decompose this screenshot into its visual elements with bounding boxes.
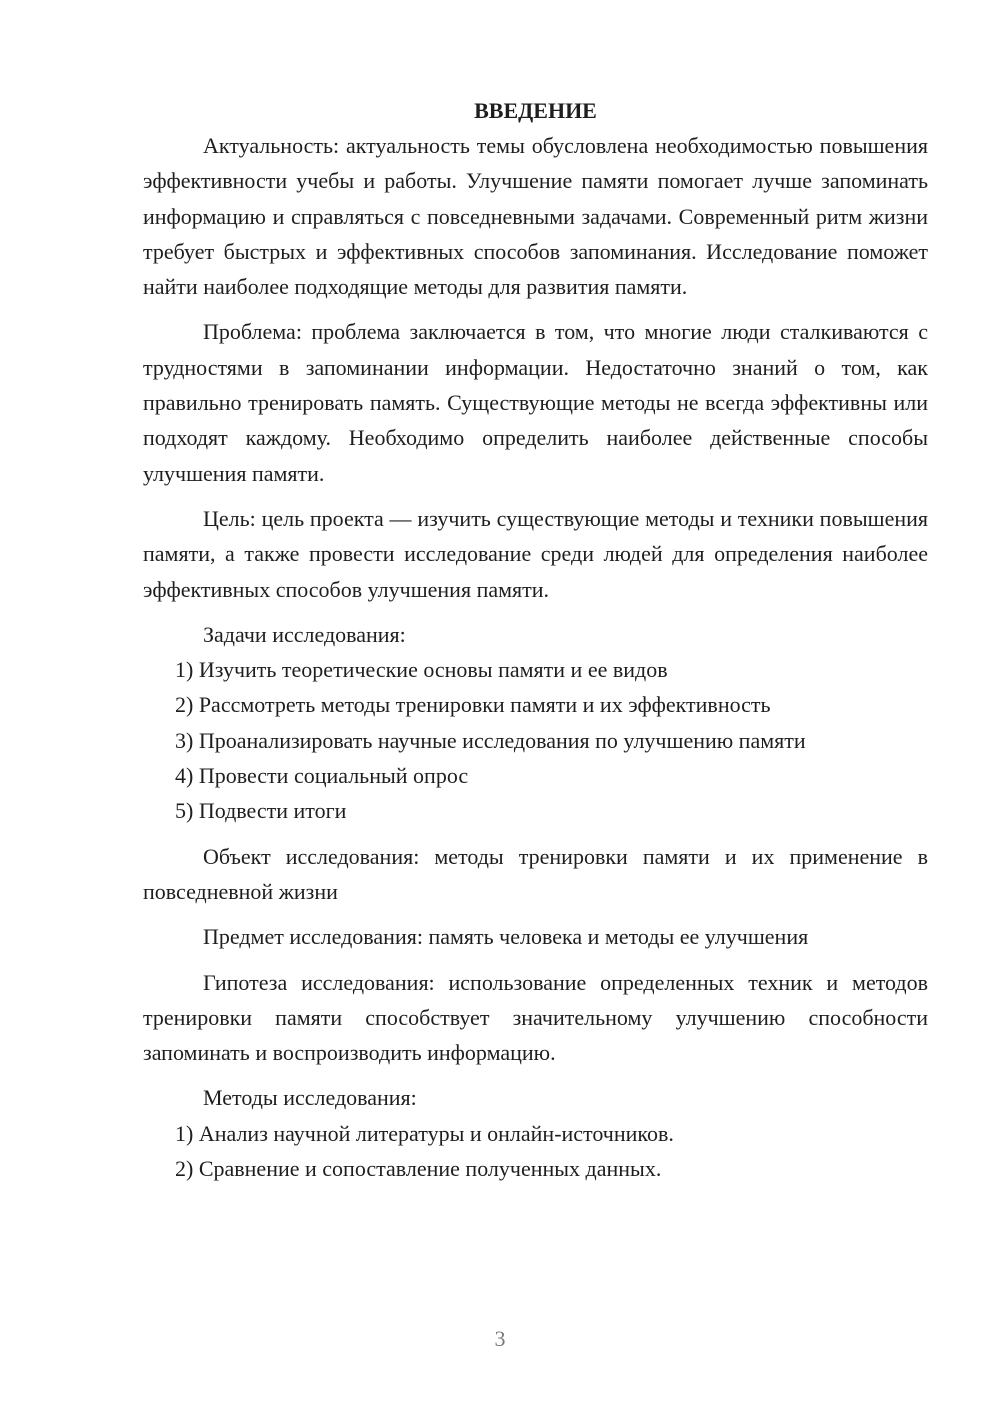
method-item: 2) Сравнение и сопоставление полученных данных. bbox=[175, 1156, 662, 1182]
document-body bbox=[143, 93, 928, 1186]
task-item: 1) Изучить теоретические основы памяти и ее видов bbox=[175, 657, 668, 683]
methods-title: Методы исследования: bbox=[203, 1085, 417, 1111]
task-item: 5) Подвести итоги bbox=[175, 798, 347, 824]
paragraph-goal: Цель: цель проекта — изучить существующие методы и техники повышения памяти, а также провести исследование среди людей для определения наиболее эффективных способов улучшения памяти. bbox=[143, 505, 928, 602]
paragraph-subject: Предмет исследования: память человека и методы ее улучшения bbox=[203, 924, 809, 950]
paragraph-hypothesis: Гипотеза исследования: использование определенных техник и методов тренировки памяти способствует значительному улучшению способности запоминать и воспроизводить информацию. bbox=[143, 969, 928, 1066]
task-item: 4) Провести социальный опрос bbox=[175, 763, 469, 789]
method-item: 1) Анализ научной литературы и онлайн-источников. bbox=[175, 1120, 674, 1146]
tasks-list bbox=[143, 652, 928, 828]
page-number: 3 bbox=[494, 1326, 506, 1351]
task-item: 3) Проанализировать научные исследования по улучшению памяти bbox=[175, 727, 806, 753]
methods-list bbox=[143, 1116, 928, 1187]
paragraph-relevance: Актуальность: актуальность темы обусловлена необходимостью повышения эффективности учебы и работы. Улучшение памяти помогает лучше запоминать информацию и справляться с повседневными задачами. Современный ритм жизни требует быстрых и эффективных способов запоминания. Исследование поможет найти наиболее подходящие методы для развития памяти. bbox=[143, 133, 928, 300]
tasks-title: Задачи исследования: bbox=[203, 621, 406, 647]
task-item: 2) Рассмотреть методы тренировки памяти и их эффективность bbox=[175, 692, 771, 718]
paragraph-problem: Проблема: проблема заключается в том, что многие люди сталкиваются с трудностями в запоминании информации. Недостаточно знаний о том, как правильно тренировать память. Существующие методы не всегда эффективны или подходят каждому. Необходимо определить наиболее действенные способы улучшения памяти. bbox=[143, 319, 928, 486]
paragraph-object: Объект исследования: методы тренировки памяти и их применение в повседневной жизни bbox=[143, 843, 928, 904]
page-heading: ВВЕДЕНИЕ bbox=[474, 98, 597, 123]
